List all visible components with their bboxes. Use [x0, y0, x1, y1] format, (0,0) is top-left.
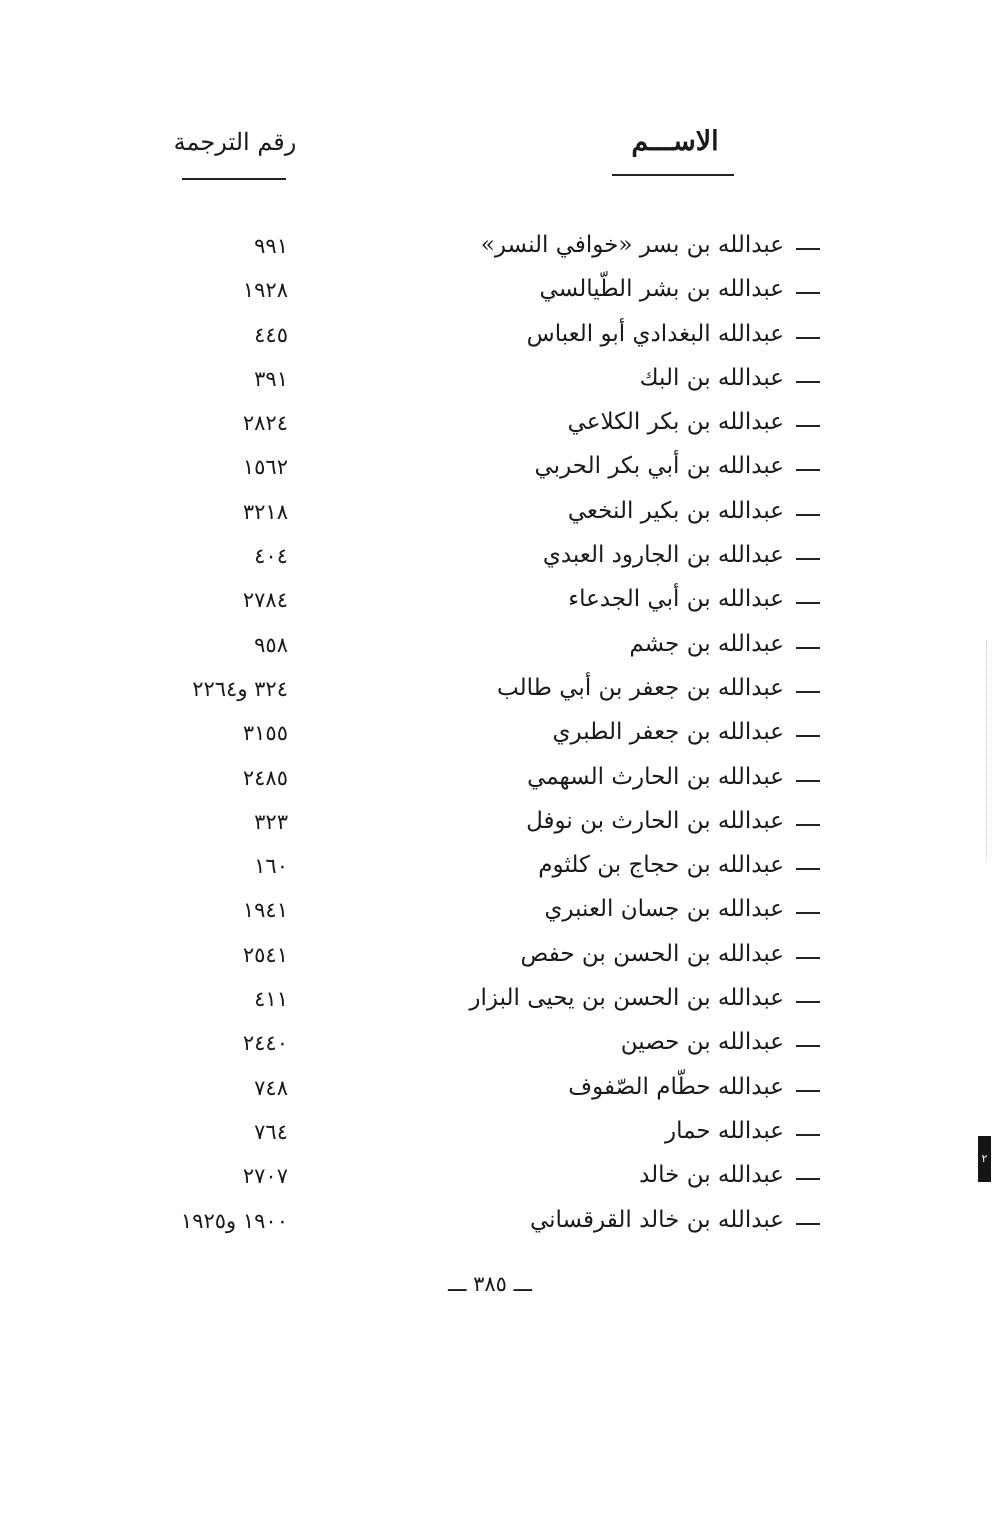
entry-name: عبدالله بن جشم	[629, 630, 784, 657]
entry-dash	[796, 912, 820, 914]
entry-name: عبدالله بن أبي بكر الحربي	[534, 453, 784, 480]
entry-number: ٢٧٨٤	[242, 588, 288, 613]
entry-name: عبدالله حطّام الصّفوف	[568, 1073, 784, 1100]
entry-number: ٢٧٠٧	[242, 1164, 288, 1189]
entry-number: ١٦٠	[254, 854, 288, 879]
entry-number: ٣٩١	[254, 366, 288, 391]
section-tab-marker: ٢	[978, 1136, 991, 1182]
entry-dash	[796, 469, 820, 471]
entry-dash	[796, 248, 820, 250]
index-entry	[0, 1023, 1006, 1067]
entry-dash	[796, 868, 820, 870]
entry-number: ٧٤٨	[254, 1075, 288, 1100]
entry-name: عبدالله بن حصين	[620, 1029, 784, 1056]
entry-number: ١٩٢٨	[242, 278, 288, 303]
entry-name: عبدالله بن بكر الكلاعي	[567, 409, 784, 436]
index-entry	[0, 713, 1006, 757]
entry-dash	[796, 514, 820, 516]
entry-name: عبدالله بن الحسن بن حفص	[520, 940, 784, 967]
entry-dash	[796, 602, 820, 604]
entry-name: عبدالله بن البك	[639, 364, 784, 391]
entry-name: عبدالله بن بسر «خوافي النسر»	[480, 232, 784, 258]
entry-number: ١٥٦٢	[242, 455, 288, 480]
index-entry	[0, 625, 1006, 669]
number-header-underline	[182, 178, 286, 180]
entry-name: عبدالله البغدادي أبو العباس	[526, 320, 784, 347]
index-entry	[0, 669, 1006, 713]
entry-number: ٣٢١٨	[242, 499, 288, 524]
entry-name: عبدالله بن الحسن بن يحيى البزار	[469, 985, 784, 1012]
index-entry	[0, 226, 1006, 270]
entry-name: عبدالله بن خالد	[639, 1162, 784, 1189]
entry-number: ٩٩١	[254, 234, 288, 258]
entry-number: ٣١٥٥	[242, 721, 288, 746]
entry-name: عبدالله بن الجارود العبدي	[542, 542, 784, 569]
entry-name: عبدالله بن الحارث بن نوفل	[526, 807, 784, 834]
entry-name: عبدالله بن حجاج بن كلثوم	[538, 852, 784, 879]
index-entry	[0, 846, 1006, 890]
entry-dash	[796, 381, 820, 383]
entry-name: عبدالله بن أبي الجدعاء	[568, 586, 784, 613]
index-entry	[0, 403, 1006, 447]
entry-name: عبدالله بن جسان العنبري	[544, 896, 784, 923]
index-entry	[0, 447, 1006, 491]
entry-number: ١٩٤١	[242, 898, 288, 923]
name-column-header: الاســـم	[631, 126, 719, 157]
index-entry	[0, 315, 1006, 359]
entry-name: عبدالله بن خالد القرقساني	[529, 1206, 784, 1233]
entry-dash	[796, 425, 820, 427]
entry-number: ٢٥٤١	[242, 942, 288, 967]
index-entry	[0, 1112, 1006, 1156]
index-entry	[0, 758, 1006, 802]
index-entry	[0, 1068, 1006, 1112]
entry-number: ٣٢٣	[254, 809, 288, 834]
entry-dash	[796, 957, 820, 959]
entry-number: ٧٦٤	[254, 1119, 288, 1144]
index-entry	[0, 1201, 1006, 1245]
entry-name: عبدالله بن جعفر بن أبي طالب	[497, 674, 784, 701]
entry-name: عبدالله بن بشر الطّيالسي	[539, 276, 784, 303]
entry-number: ٢٤٨٥	[242, 765, 288, 790]
name-header-underline	[612, 174, 734, 176]
entry-dash	[796, 691, 820, 693]
entry-dash	[796, 1223, 820, 1225]
entry-name: عبدالله بن الحارث السهمي	[527, 763, 784, 790]
entry-dash	[796, 647, 820, 649]
margin-dotted-line	[986, 640, 987, 860]
entry-number: ٤٠٤	[254, 544, 288, 569]
index-entry	[0, 935, 1006, 979]
index-entry	[0, 270, 1006, 314]
entry-number: ٤٤٥	[254, 322, 288, 347]
index-entries	[0, 226, 1006, 1245]
index-entry	[0, 1156, 1006, 1200]
entry-number: ٣٢٤ و٢٢٦٤	[192, 676, 288, 701]
number-column-header: رقم الترجمة	[173, 128, 297, 156]
index-entry	[0, 536, 1006, 580]
entry-dash	[796, 292, 820, 294]
index-entry	[0, 359, 1006, 403]
entry-dash	[796, 1178, 820, 1180]
index-entry	[0, 802, 1006, 846]
entry-dash	[796, 1134, 820, 1136]
entry-dash	[796, 1090, 820, 1092]
entry-dash	[796, 824, 820, 826]
entry-number: ١٩٠٠ و١٩٢٥	[180, 1208, 288, 1233]
entry-dash	[796, 735, 820, 737]
index-entry	[0, 979, 1006, 1023]
entry-dash	[796, 1045, 820, 1047]
entry-dash	[796, 780, 820, 782]
index-entry	[0, 492, 1006, 536]
entry-number: ٩٥٨	[254, 632, 288, 657]
entry-dash	[796, 558, 820, 560]
page-number: ـــ ٣٨٥ ـــ	[447, 1272, 533, 1296]
entry-number: ٢٨٢٤	[242, 411, 288, 436]
entry-name: عبدالله بن بكير النخعي	[567, 497, 784, 524]
index-entry	[0, 890, 1006, 934]
index-entry	[0, 580, 1006, 624]
entry-name: عبدالله بن جعفر الطبري	[552, 719, 784, 746]
entry-number: ٢٤٤٠	[242, 1031, 288, 1056]
entry-dash	[796, 1001, 820, 1003]
entry-dash	[796, 337, 820, 339]
entry-name: عبدالله حمار	[664, 1117, 784, 1144]
entry-number: ٤١١	[254, 987, 288, 1012]
